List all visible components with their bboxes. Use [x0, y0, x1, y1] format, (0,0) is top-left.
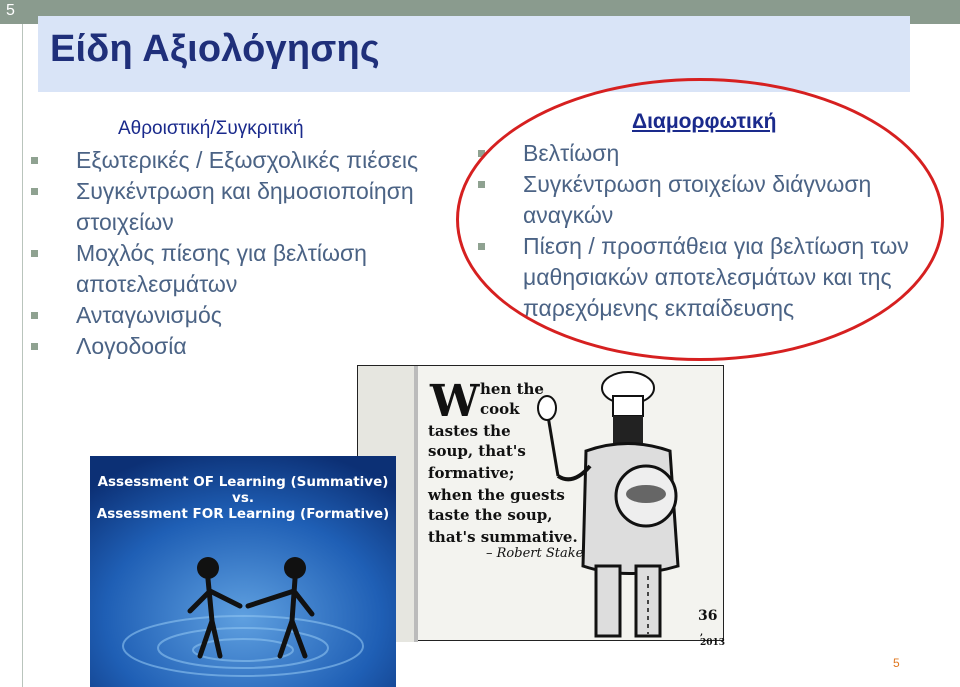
- cook-quote-line: formative;: [428, 464, 515, 482]
- summative-heading: Αθροιστική/Συγκριτική: [118, 118, 304, 139]
- formative-heading: Διαμορφωτική: [632, 110, 777, 133]
- summative-list: [76, 145, 446, 362]
- cook-illustration: [358, 366, 725, 642]
- cook-quote-line: tastes the: [428, 422, 511, 440]
- drop-cap: W: [430, 376, 480, 427]
- list-item: Ανταγωνισμός: [76, 300, 446, 331]
- left-divider-line: [22, 24, 23, 687]
- slide-number-top: 5: [6, 2, 15, 19]
- source-year: , 2013: [700, 628, 726, 648]
- list-item: Εξωτερικές / Εξωσχολικές πιέσεις: [76, 145, 446, 176]
- list-item: Μοχλός πίεσης για βελτίωση αποτελεσμάτων: [76, 238, 446, 300]
- list-item: Πίεση / προσπάθεια για βελτίωση των μαθησιακών αποτελεσμάτων και της παρεχόμενης εκπαίδευσης: [523, 231, 943, 324]
- slide-title: Είδη Αξιολόγησης: [50, 28, 380, 70]
- cook-quote-line: cook: [480, 400, 520, 418]
- cook-cartoon-image: [357, 365, 726, 648]
- highlight-ellipse: [456, 78, 944, 361]
- assessment-line-2: vs.: [232, 490, 254, 506]
- cook-quote-line: taste the soup,: [428, 506, 553, 524]
- cook-quote-line: soup, that's: [428, 442, 526, 460]
- list-item: Βελτίωση: [523, 138, 943, 169]
- list-item: Συγκέντρωση και δημοσιοποίηση στοιχείων: [76, 176, 446, 238]
- quote-author: – Robert Stake: [486, 546, 584, 561]
- cook-quote-line: when the guests: [428, 486, 565, 504]
- list-item: Λογοδοσία: [76, 331, 446, 362]
- assessment-line-1: Assessment OF Learning (Summative): [97, 474, 389, 490]
- source-page-number: 36: [698, 608, 718, 624]
- assessment-of-for-image: [90, 456, 396, 687]
- cook-quote-line: that's summative.: [428, 528, 578, 546]
- assessment-line-3: Assessment FOR Learning (Formative): [96, 506, 390, 522]
- cook-quote-line: hen the: [480, 380, 544, 398]
- slide-number-bottom: 5: [893, 656, 900, 670]
- list-item: Συγκέντρωση στοιχείων διάγνωση αναγκών: [523, 169, 943, 231]
